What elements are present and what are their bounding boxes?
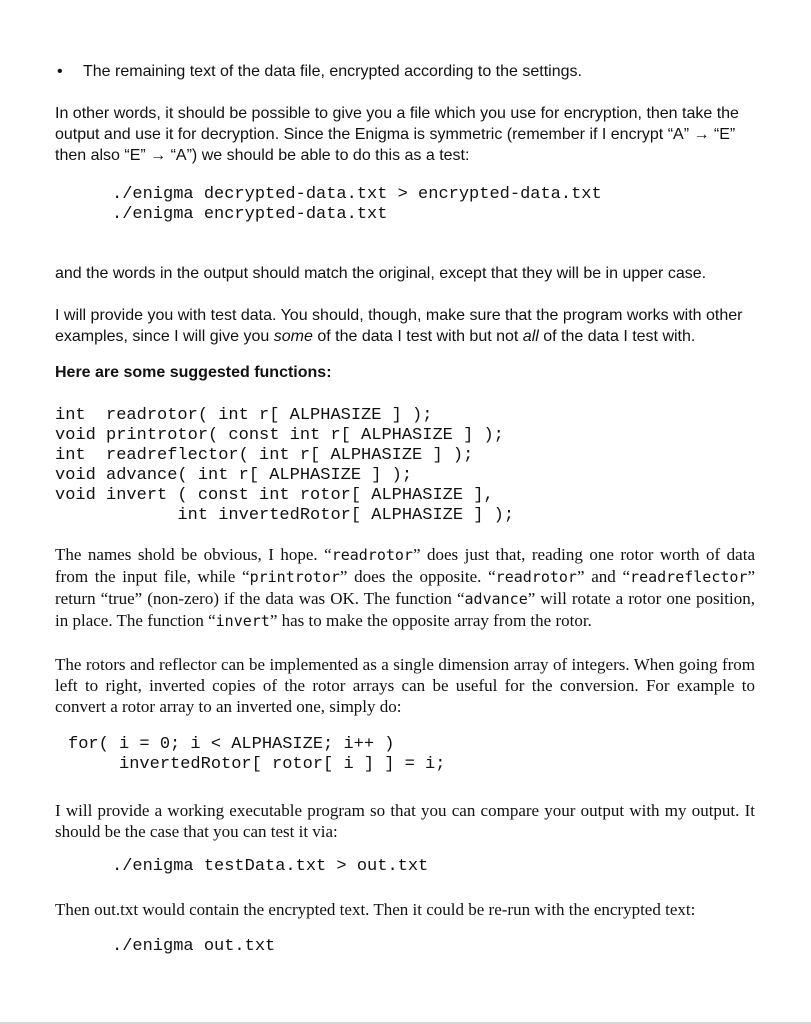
code-line: ./enigma decrypted-data.txt > encrypted-data.txt bbox=[112, 185, 602, 204]
code-line: void printrotor( const int r[ ALPHASIZE ] ); bbox=[55, 426, 504, 445]
code-block-run-command bbox=[55, 857, 755, 877]
text-segment: of the data I test with. bbox=[538, 328, 696, 345]
inline-code-invert: invert bbox=[215, 612, 270, 630]
code-line: ./enigma encrypted-data.txt bbox=[112, 205, 388, 224]
paragraph-symmetric-test: In other words, it should be possible to give you a file which you use for encryption, then take the output and use it for decryption. Since the Enigma is symmetric (remember if I encrypt “A” → “E” then also “E” → “A”) we should be able to do this as a test: bbox=[55, 105, 739, 164]
code-line: void invert ( const int rotor[ ALPHASIZE ], bbox=[55, 486, 494, 505]
text-segment: ” has to make the opposite array from the rotor. bbox=[269, 611, 592, 630]
paragraph-test-data bbox=[55, 305, 755, 347]
paragraph-rotor-arrays: The rotors and reflector can be implemented as a single dimension array of integers. When going from left to right, inverted copies of the rotor arrays can be useful for the conversion. For example to convert a rotor array to an inverted one, simply do: bbox=[55, 655, 755, 716]
text-segment: ” does the opposite. “ bbox=[339, 567, 496, 586]
code-line: void advance( int r[ ALPHASIZE ] ); bbox=[55, 466, 413, 485]
paragraph-function-names bbox=[55, 544, 755, 632]
text-segment: of the data I test with but not bbox=[312, 328, 523, 345]
paragraph-rerun: Then out.txt would contain the encrypted text. Then it could be re-run with the encrypted text: bbox=[55, 900, 696, 919]
bullet-marker: • bbox=[57, 63, 63, 80]
code-block-suggested-functions bbox=[55, 406, 755, 526]
code-line: ./enigma out.txt bbox=[112, 937, 276, 956]
emphasis-all: all bbox=[522, 328, 539, 345]
inline-code-readrotor: readrotor bbox=[331, 546, 413, 564]
text-segment: I will provide you with test data. You should, though, make sure that the program works with other examples, since I will give you bbox=[55, 307, 743, 345]
code-line: int readrotor( int r[ ALPHASIZE ] ); bbox=[55, 406, 433, 425]
text-segment: ” return “true” (non-zero) if the data was OK. The function “ bbox=[55, 567, 755, 608]
inline-code-readrotor: readrotor bbox=[495, 568, 577, 586]
text-segment: ” does just that, reading one rotor worth of data from the input file, while “ bbox=[55, 545, 755, 586]
code-line: int readreflector( int r[ ALPHASIZE ] ); bbox=[55, 446, 474, 465]
code-block-invert-loop bbox=[55, 735, 755, 775]
inline-code-printrotor: printrotor bbox=[249, 568, 340, 586]
code-line: invertedRotor[ rotor[ i ] ] = i; bbox=[68, 755, 446, 774]
paragraph-uppercase-note: and the words in the output should match the original, except that they will be in upper case. bbox=[55, 265, 707, 282]
code-block-rerun-command bbox=[55, 937, 755, 957]
paragraph-executable: I will provide a working executable program so that you can compare your output with my output. It should be the case that you can test it via: bbox=[55, 801, 755, 841]
text-segment: ” will rotate a rotor one position, in place. The function “ bbox=[55, 589, 755, 630]
emphasis-some: some bbox=[273, 328, 313, 345]
heading-suggested-functions: Here are some suggested functions: bbox=[55, 364, 332, 381]
code-line: ./enigma testData.txt > out.txt bbox=[112, 857, 429, 876]
code-line: int invertedRotor[ ALPHASIZE ] ); bbox=[55, 506, 515, 525]
bullet-item bbox=[55, 61, 755, 82]
text-segment: The names shold be obvious, I hope. “ bbox=[55, 545, 332, 564]
inline-code-readreflector: readreflector bbox=[630, 568, 748, 586]
text-segment: ” and “ bbox=[576, 567, 631, 586]
code-line: for( i = 0; i < ALPHASIZE; i++ ) bbox=[68, 735, 395, 754]
code-block-symmetric-commands bbox=[55, 185, 755, 225]
inline-code-advance: advance bbox=[464, 590, 528, 608]
bullet-text: The remaining text of the data file, encrypted according to the settings. bbox=[83, 63, 582, 80]
